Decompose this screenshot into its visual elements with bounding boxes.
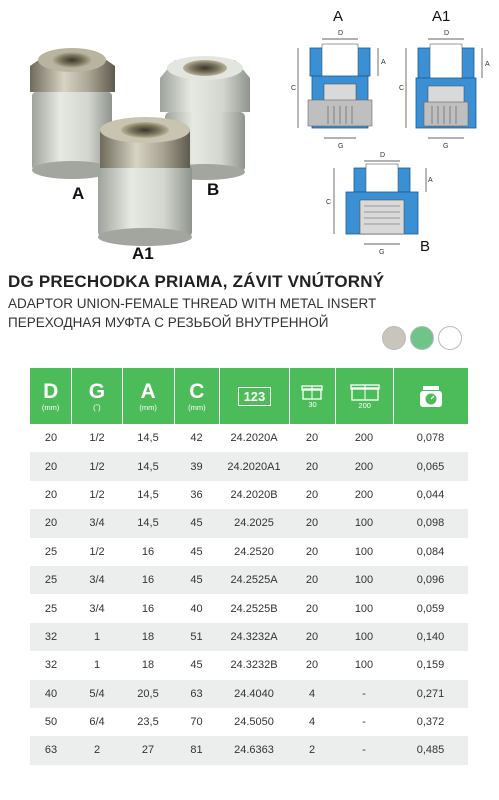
cell-pack-large: 200	[354, 460, 374, 473]
cell-article: 24.2525B	[230, 602, 278, 615]
table-row	[30, 594, 468, 622]
cell-weight: 0,485	[416, 744, 445, 757]
cell-pack-large: 100	[354, 545, 374, 558]
cell-article: 24.2520	[234, 545, 274, 558]
cell-d: 20	[44, 460, 58, 473]
table-row	[30, 680, 468, 708]
cell-g: 1/2	[89, 460, 105, 473]
cell-weight: 0,084	[416, 545, 445, 558]
table-header	[30, 368, 468, 424]
cell-d: 25	[44, 602, 58, 615]
cell-d: 32	[44, 659, 58, 672]
cell-d: 20	[44, 517, 58, 530]
cell-g: 6/4	[89, 716, 105, 729]
color-options	[382, 326, 462, 350]
cell-a: 18	[141, 659, 155, 672]
cell-d: 20	[44, 488, 58, 501]
cell-pack-small: 20	[305, 432, 319, 445]
cell-pack-large: 100	[354, 574, 374, 587]
header-small-pack: 30	[290, 368, 336, 424]
header-g: G (˝)	[72, 368, 122, 424]
table-row	[30, 509, 468, 537]
cell-a: 18	[141, 630, 155, 643]
table-row	[30, 452, 468, 480]
dim-c-label: C	[326, 199, 332, 206]
cell-article: 24.4040	[234, 687, 274, 700]
table-row	[30, 708, 468, 736]
cell-pack-small: 2	[308, 744, 316, 757]
dim-a-label: A	[428, 177, 433, 184]
cell-article: 24.6363	[234, 744, 274, 757]
cell-article: 24.2525A	[230, 574, 278, 587]
cell-pack-large: 200	[354, 488, 374, 501]
cell-article: 24.2025	[234, 517, 274, 530]
cell-c: 70	[190, 716, 203, 729]
diagram-a1	[398, 26, 498, 158]
dim-d-label: D	[338, 30, 344, 37]
cell-a: 14,5	[137, 460, 159, 473]
dim-d-label: D	[444, 30, 450, 37]
dim-g-label: G	[379, 249, 385, 256]
cell-a: 16	[141, 545, 155, 558]
cell-c: 42	[190, 432, 203, 445]
dim-c-label: C	[399, 85, 405, 92]
cell-pack-small: 20	[305, 488, 319, 501]
cell-weight: 0,044	[416, 488, 445, 501]
cell-article: 24.5050	[234, 716, 274, 729]
cell-a: 16	[141, 602, 155, 615]
cell-weight: 0,096	[416, 574, 445, 587]
cell-article: 24.2020A1	[227, 460, 281, 473]
cell-weight: 0,098	[416, 517, 445, 530]
table-row	[30, 424, 468, 452]
product-photo-illustration	[0, 0, 280, 265]
photo-label-b: B	[207, 180, 220, 199]
cell-pack-small: 20	[305, 602, 319, 615]
dim-g-label: G	[443, 143, 449, 150]
color-swatch-grey	[382, 326, 406, 350]
cell-c: 45	[190, 545, 203, 558]
cell-d: 50	[44, 716, 58, 729]
cell-c: 36	[190, 488, 203, 501]
cell-article: 24.3232B	[230, 659, 278, 672]
cell-article: 24.3232A	[230, 630, 278, 643]
large-box-icon	[350, 383, 380, 401]
cell-g: 1	[93, 659, 101, 672]
table-row	[30, 651, 468, 679]
table-row	[30, 538, 468, 566]
cell-pack-small: 20	[305, 574, 319, 587]
cell-pack-large: -	[362, 716, 366, 729]
cell-c: 81	[190, 744, 203, 757]
cell-pack-large: 100	[354, 602, 374, 615]
cell-c: 45	[190, 659, 203, 672]
table-row	[30, 736, 468, 764]
cell-d: 63	[44, 744, 58, 757]
dim-a-label: A	[485, 61, 490, 68]
cell-g: 3/4	[89, 517, 105, 530]
diagram-b	[316, 148, 436, 260]
cell-d: 40	[44, 687, 58, 700]
small-box-icon	[301, 384, 323, 400]
article-number-icon: 123	[238, 387, 272, 406]
cell-weight: 0,065	[416, 460, 445, 473]
cell-weight: 0,159	[416, 659, 445, 672]
cell-pack-small: 20	[305, 460, 319, 473]
product-title: DG PRECHODKA PRIAMA, ZÁVIT VNÚTORNÝ	[8, 272, 385, 291]
cell-d: 20	[44, 432, 58, 445]
photo-label-a1: A1	[132, 244, 154, 263]
header-weight	[394, 368, 468, 424]
cell-g: 5/4	[89, 687, 105, 700]
cell-a: 14,5	[137, 432, 159, 445]
cell-g: 1/2	[89, 545, 105, 558]
cell-a: 20,5	[137, 687, 159, 700]
cell-pack-large: 100	[354, 659, 374, 672]
cell-weight: 0,271	[416, 687, 445, 700]
cell-g: 1/2	[89, 488, 105, 501]
cell-c: 40	[190, 602, 203, 615]
cell-pack-large: 100	[354, 630, 374, 643]
cell-d: 32	[44, 630, 58, 643]
dim-g-label: G	[338, 143, 344, 150]
cell-d: 25	[44, 574, 58, 587]
table-row	[30, 481, 468, 509]
dim-c-label: C	[291, 85, 297, 92]
cell-g: 1/2	[89, 432, 105, 445]
diagram-a	[288, 26, 396, 158]
cell-a: 23,5	[137, 716, 159, 729]
table-row	[30, 623, 468, 651]
fitting-a1	[98, 117, 192, 246]
header-d: D (mm)	[30, 368, 72, 424]
cell-g: 2	[93, 744, 101, 757]
cell-pack-large: -	[362, 687, 366, 700]
header-a: A (mm)	[123, 368, 175, 424]
cell-article: 24.2020B	[230, 488, 278, 501]
diagram-label-a1: A1	[432, 8, 451, 25]
cell-c: 63	[190, 687, 203, 700]
cell-c: 51	[190, 630, 203, 643]
cell-pack-small: 20	[305, 659, 319, 672]
photo-label-a: A	[72, 184, 85, 203]
diagram-label-b: B	[420, 238, 431, 255]
table-body	[30, 424, 468, 765]
cell-a: 27	[141, 744, 155, 757]
header-c: C (mm)	[175, 368, 220, 424]
dim-a-label: A	[381, 59, 386, 66]
diagram-label-a: A	[333, 8, 344, 25]
cell-pack-large: -	[362, 744, 366, 757]
cell-g: 3/4	[89, 602, 105, 615]
cell-pack-small: 4	[308, 687, 316, 700]
cell-c: 45	[190, 517, 203, 530]
cell-pack-large: 200	[354, 432, 374, 445]
cell-weight: 0,059	[416, 602, 445, 615]
dim-d-label: D	[380, 152, 386, 159]
cell-c: 45	[190, 574, 203, 587]
header-large-pack: 200	[336, 368, 394, 424]
product-subtitle-en: ADAPTOR UNION-FEMALE THREAD WITH METAL INSERT	[8, 296, 377, 311]
cell-g: 1	[93, 630, 101, 643]
product-subtitle-ru: ПЕРЕХОДНАЯ МУФТА С РЕЗЬБОЙ ВНУТРЕННОЙ	[8, 315, 329, 330]
cell-g: 3/4	[89, 574, 105, 587]
cell-a: 14,5	[137, 517, 159, 530]
cell-pack-small: 20	[305, 545, 319, 558]
product-photo	[0, 0, 280, 265]
header-article-number	[220, 368, 290, 424]
cell-weight: 0,140	[416, 630, 445, 643]
table-row	[30, 566, 468, 594]
color-swatch-green	[410, 326, 434, 350]
cell-pack-small: 4	[308, 716, 316, 729]
cell-c: 39	[190, 460, 203, 473]
product-table	[30, 368, 468, 765]
cell-a: 16	[141, 574, 155, 587]
cell-a: 14,5	[137, 488, 159, 501]
cell-article: 24.2020A	[230, 432, 278, 445]
cell-pack-small: 20	[305, 517, 319, 530]
cell-d: 25	[44, 545, 58, 558]
cell-pack-small: 20	[305, 630, 319, 643]
cell-weight: 0,372	[416, 716, 445, 729]
weight-scale-icon	[418, 383, 444, 409]
cell-pack-large: 100	[354, 517, 374, 530]
color-swatch-white	[438, 326, 462, 350]
cell-weight: 0,078	[416, 432, 445, 445]
